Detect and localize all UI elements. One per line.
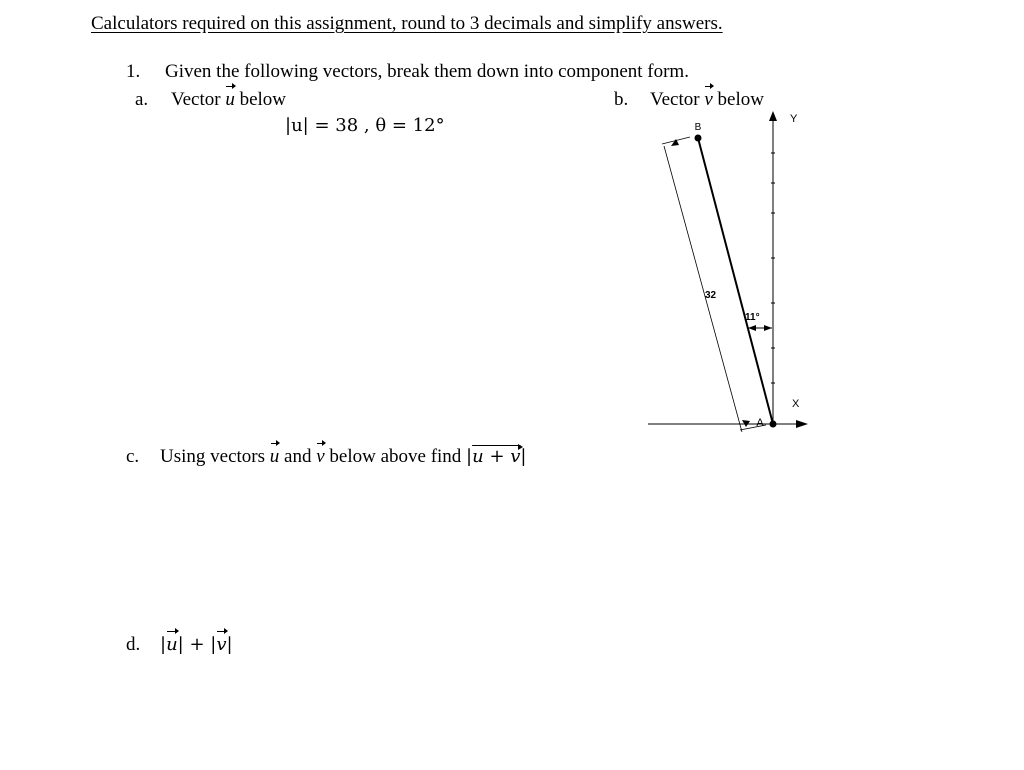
part-a-label: a. — [135, 89, 149, 110]
dimension-line — [664, 146, 742, 432]
part-d-close: | — [226, 634, 233, 655]
vector-v-diagram — [640, 108, 820, 440]
part-c-text1: Using vectors — [160, 446, 266, 467]
part-d-vector-v: v — [216, 634, 227, 655]
point-b-label: B — [694, 122, 702, 133]
part-c-text — [160, 446, 527, 468]
y-axis-arrowhead — [769, 111, 777, 121]
part-c-expr — [466, 446, 526, 467]
part-d-label: d. — [126, 634, 141, 655]
question-number: 1. — [126, 61, 141, 82]
part-c-vector-u: u — [269, 446, 280, 467]
point-b-dot — [695, 135, 702, 142]
vector-u-symbol: u — [225, 89, 235, 110]
part-b-suffix: below — [717, 89, 764, 110]
part-c-expr-open: | — [466, 446, 473, 467]
x-axis-arrowhead — [796, 420, 808, 428]
vector-v-line — [698, 138, 773, 424]
angle-label: 11° — [745, 312, 760, 323]
point-a-dot — [770, 421, 777, 428]
part-c-label: c. — [126, 446, 140, 467]
part-d-open: | — [160, 634, 167, 655]
instructions-header: Calculators required on this assignment, round to 3 decimals and simplify answers. — [91, 13, 723, 34]
part-b-prefix: Vector — [650, 89, 700, 110]
part-d-vector-u: u — [166, 634, 178, 655]
part-a-given: |u| = 38 , θ = 12° — [285, 115, 445, 136]
part-c-vector-v: v — [316, 446, 325, 467]
part-b-label: b. — [614, 89, 629, 110]
angle-arrow-right — [764, 325, 772, 331]
part-c-text2: below above find — [329, 446, 462, 467]
question-prompt: Given the following vectors, break them down into component form. — [165, 61, 689, 82]
part-a-text — [171, 89, 286, 111]
x-axis-label: X — [792, 398, 800, 410]
y-axis-label: Y — [790, 113, 798, 125]
part-c-expr-close: | — [520, 446, 527, 467]
part-c-and: and — [284, 446, 312, 467]
point-a-label: A — [756, 417, 764, 429]
part-d-mid: | + | — [177, 634, 217, 655]
part-a-suffix: below — [239, 89, 287, 110]
part-a-prefix: Vector — [171, 89, 221, 110]
magnitude-label: 32 — [705, 290, 717, 301]
part-d-expr — [160, 634, 233, 655]
part-c-expr-sum: u + v — [472, 446, 521, 467]
vector-v-symbol: v — [704, 89, 713, 110]
